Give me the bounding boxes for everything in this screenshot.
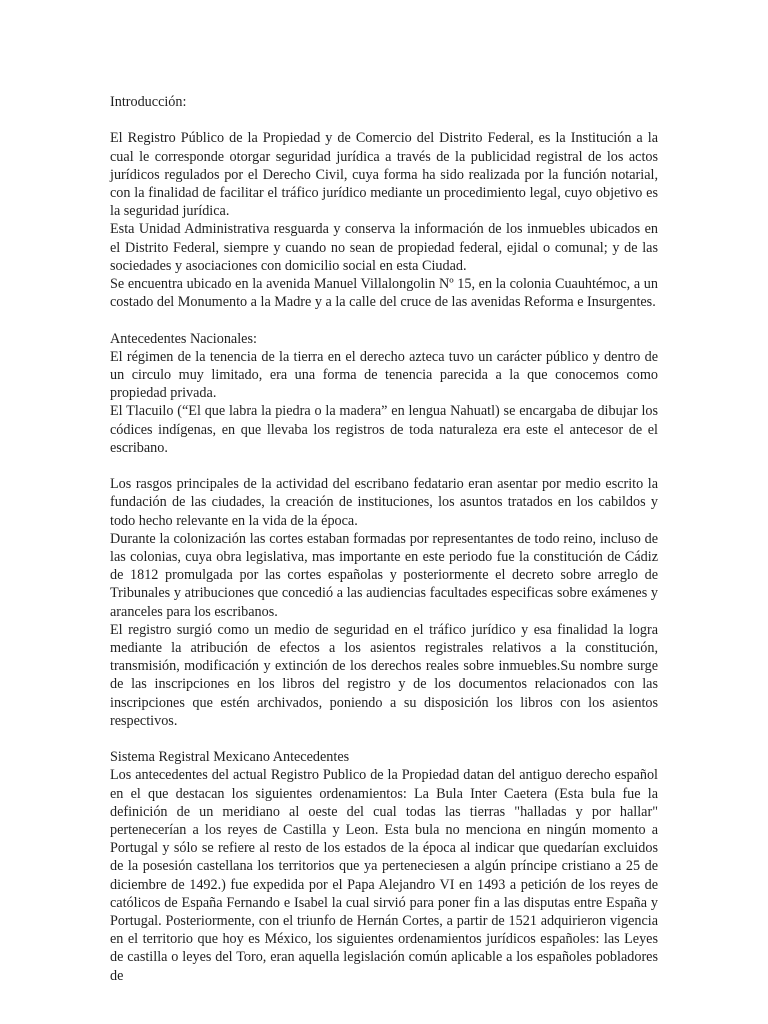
spacer — [110, 111, 658, 129]
sistema-paragraph-1: Los antecedentes del actual Registro Publico de la Propiedad datan del antiguo derecho español en el que destacan los siguientes ordenamientos: La Bula Inter Caetera (Esta bula fue la definición de un meridiano al oeste del cual todas las tierras "halladas y por hallar" pertenecerían a los reyes de Castilla y Leon. Esta bula no menciona en ningún momento a Portugal y sólo se refiere al resto de los estados de la época al indicar que quedarían excluidos de la posesión castellana los territorios que ya perteneciesen a algún príncipe cristiano a 25 de diciembre de 1492.) fue expedida por el Papa Alejandro VI en 1493 a petición de los reyes de católicos de España Fernando e Isabel la cual sirvió para poner fin a las disputas entre España y Portugal. Posteriormente, con el triunfo de Hernán Cortes, a partir de 1521 adquirieron vigencia en el territorio que hoy es México, los siguientes ordenamientos jurídicos españoles: las Leyes de castilla o leyes del Toro, eran aquella legislación común aplicable a los españoles pobladores de — [110, 767, 658, 984]
intro-paragraph-2: Esta Unidad Administrativa resguarda y conserva la información de los inmuebles ubicados en el Distrito Federal, siempre y cuando no sean de propiedad federal, ejidal o comunal; y de las sociedades y asociaciones con domicilio social en esta Ciudad. — [110, 221, 658, 274]
spacer — [110, 457, 658, 475]
document-page — [110, 93, 658, 985]
rasgos-paragraph-2: Durante la colonización las cortes estaban formadas por representantes de todo reino, incluso de las colonias, cuya obra legislativa, mas importante en este periodo fue la constitución de Cádiz de 1812 promulgada por las cortes españolas y posteriormente el decreto sobre arreglo de Tribunales y atribuciones que concedió a las audiencias facultades especificas sobre exámenes y aranceles para los escribanos. — [110, 530, 658, 620]
spacer — [110, 730, 658, 748]
rasgos-paragraph-1: Los rasgos principales de la actividad del escribano fedatario eran asentar por medio escrito la fundación de las ciudades, la creación de instituciones, los asuntos tratados en los cabildos y todo hecho relevante en la vida de la época. — [110, 476, 658, 529]
spacer — [110, 311, 658, 329]
intro-paragraph-1: El Registro Público de la Propiedad y de Comercio del Distrito Federal, es la Institución a la cual le corresponde otorgar seguridad jurídica a través de la publicidad registral de los actos jurídicos regulados por el Derecho Civil, cuya forma ha sido realizada por la función notarial, con la finalidad de facilitar el tráfico jurídico mediante un procedimiento legal, cuyo objetivo es la seguridad jurídica. — [110, 130, 658, 220]
antecedentes-paragraph-2: El Tlacuilo (“El que labra la piedra o la madera” en lengua Nahuatl) se encargaba de dibujar los códices indígenas, en que llevaba los registros de toda naturaleza era este el antecesor de el escribano. — [110, 403, 658, 456]
rasgos-paragraph-3: El registro surgió como un medio de seguridad en el tráfico jurídico y esa finalidad la logra mediante la atribución de efectos a los asientos registrales relativos a la constitución, transmisión, modificación y extinción de los derechos reales sobre inmuebles.Su nombre surge de las inscripciones en los libros del registro y de los documentos relacionados con las inscripciones que estén archivados, poniendo a su disposición los libros con los asientos respectivos. — [110, 621, 658, 729]
intro-paragraph-3: Se encuentra ubicado en la avenida Manuel Villalongolin Nº 15, en la colonia Cuauhtémoc, a un costado del Monumento a la Madre y a la calle del cruce de las avenidas Reforma e Insurgentes. — [110, 276, 658, 311]
intro-heading: Introducción: — [110, 94, 187, 110]
antecedentes-paragraph-1: El régimen de la tenencia de la tierra en el derecho azteca tuvo un carácter público y dentro de un circulo muy limitado, era una forma de tenencia parecida a la que conocemos como propiedad privada. — [110, 348, 658, 402]
antecedentes-heading: Antecedentes Nacionales: — [110, 330, 257, 347]
sistema-heading: Sistema Registral Mexicano Antecedentes — [110, 749, 350, 766]
